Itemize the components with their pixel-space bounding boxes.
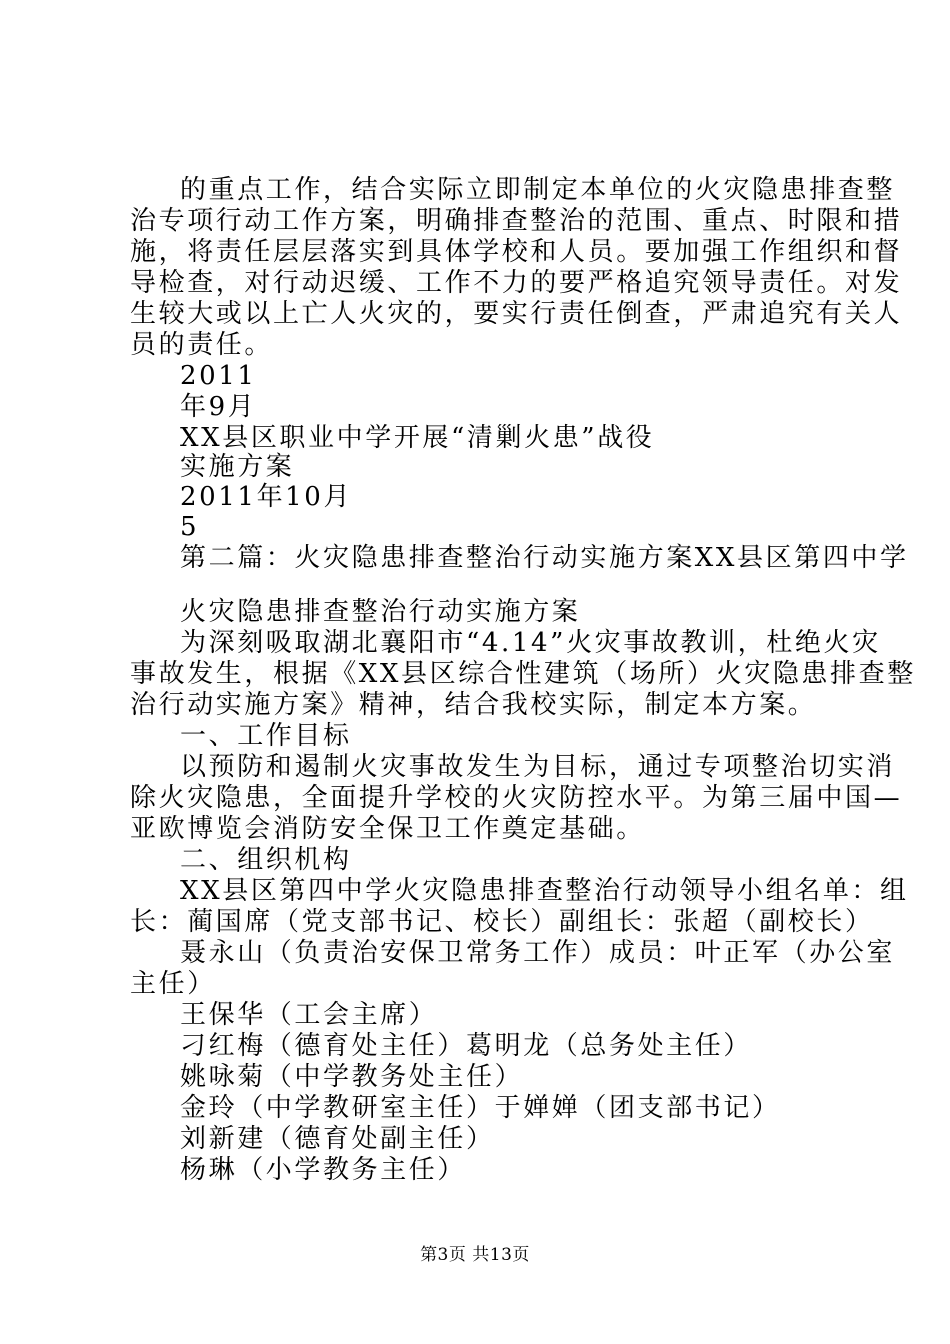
text-line: 以预防和遏制火灾事故发生为目标，通过专项整治切实消: [180, 752, 896, 782]
text-line: 2011年10月: [180, 482, 353, 512]
text-line: 聂永山（负责治安保卫常务工作）成员：叶正军（办公室: [180, 938, 896, 968]
text-line: 施，将责任层层落实到具体学校和人员。要加强工作组织和督: [130, 237, 903, 267]
text-line: XX县区第四中学火灾隐患排查整治行动领导小组名单：组: [180, 876, 909, 906]
text-line: 姚咏菊（中学教务处主任）: [180, 1062, 524, 1092]
section-heading: 二、组织机构: [180, 845, 352, 875]
text-line: 杨琳（小学教务主任）: [180, 1155, 467, 1185]
section-heading: 第二篇：火灾隐患排查整治行动实施方案XX县区第四中学: [180, 543, 909, 573]
text-line: 王保华（工会主席）: [180, 1000, 438, 1030]
text-line: 刘新建（德育处副主任）: [180, 1124, 495, 1154]
text-line: XX县区职业中学开展“清剿火患”战役: [180, 423, 655, 453]
text-line: 2011: [180, 361, 257, 391]
text-line: 年9月: [180, 392, 257, 422]
text-line: 亚欧博览会消防安全保卫工作奠定基础。: [130, 814, 645, 844]
text-line: 主任）: [130, 969, 216, 999]
text-line: 刁红梅（德育处主任）葛明龙（总务处主任）: [180, 1031, 753, 1061]
text-line: 治专项行动工作方案，明确排查整治的范围、重点、时限和措: [130, 206, 903, 236]
text-line: 事故发生，根据《XX县区综合性建筑（场所）火灾隐患排查整: [130, 659, 916, 689]
text-line: 生较大或以上亡人火灾的，要实行责任倒查，严肃追究有关人: [130, 299, 903, 329]
text-line: 5: [180, 512, 200, 542]
text-line: 除火灾隐患，全面提升学校的火灾防控水平。为第三届中国—: [130, 783, 903, 813]
page-footer: 第3页 共13页: [420, 1245, 530, 1265]
text-line: 治行动实施方案》精神，结合我校实际，制定本方案。: [130, 690, 817, 720]
section-heading: 一、工作目标: [180, 721, 352, 751]
text-line: 金玲（中学教研室主任）于婵婵（团支部书记）: [180, 1093, 781, 1123]
text-line: 为深刻吸取湖北襄阳市“4.14”火灾事故教训，杜绝火灾: [180, 628, 881, 658]
text-line: 长：蔺国席（党支部书记、校长）副组长：张超（副校长）: [130, 907, 874, 937]
text-line: 导检查，对行动迟缓、工作不力的要严格追究领导责任。对发: [130, 268, 903, 298]
document-title: 火灾隐患排查整治行动实施方案: [180, 597, 581, 627]
text-line: 的重点工作，结合实际立即制定本单位的火灾隐患排查整: [180, 175, 896, 205]
text-line: 员的责任。: [130, 330, 274, 360]
text-line: 实施方案: [180, 452, 295, 482]
